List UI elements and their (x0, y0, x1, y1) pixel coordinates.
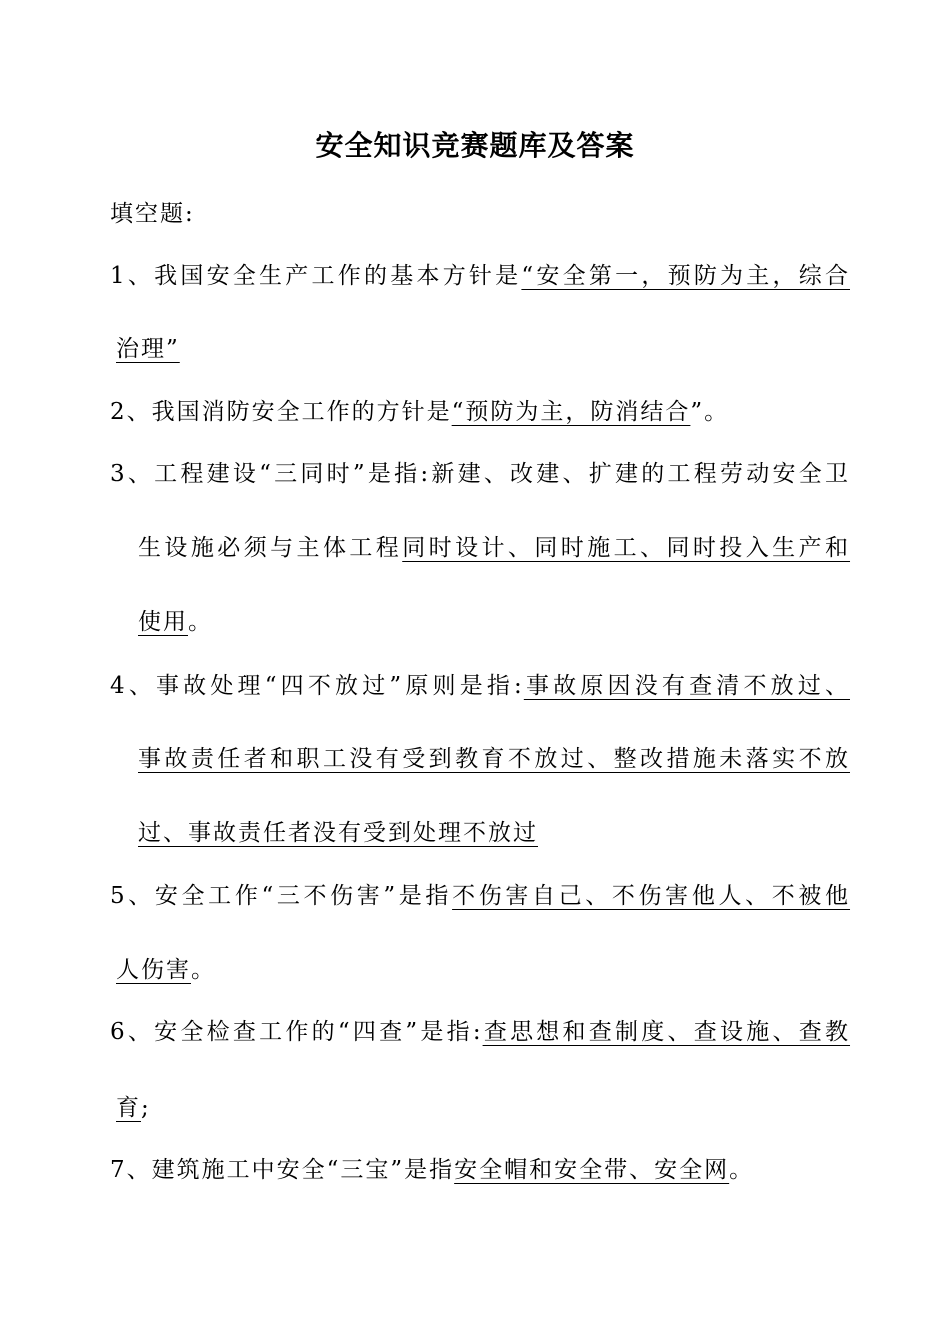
question-4-answer-line-3: 过、事故责任者没有受到处理不放过 (138, 820, 538, 846)
question-6-answer-line-2: 育 (116, 1095, 141, 1121)
question-3-line-2-prefix: 生设施必须与主体工程 (138, 535, 403, 561)
question-4-line-3 (138, 815, 850, 851)
question-3-line-2 (138, 530, 850, 566)
question-6-line-1 (110, 1014, 850, 1050)
question-3-line-3-answer: 使用 (138, 609, 188, 635)
section-label: 填空题: (110, 201, 195, 227)
question-6-prefix: 6、安全检查工作的“四查”是指: (110, 1019, 483, 1045)
question-3-line-3 (138, 604, 850, 640)
question-4-line-1 (110, 668, 850, 704)
question-3-line-3-suffix: 。 (188, 609, 213, 635)
question-2-answer: “预防为主，防消结合 (451, 399, 691, 425)
question-4-prefix: 4、事故处理“四不放过”原则是指: (110, 673, 524, 699)
question-1-answer-part-2: 治理” (116, 336, 180, 362)
question-5-answer-line-1: 不伤害自己、不伤害他人、不被他 (452, 883, 851, 909)
question-6-answer-line-1: 查思想和查制度、查设施、查教 (482, 1019, 851, 1045)
question-6-line-2 (116, 1090, 856, 1126)
question-4-line-2 (138, 741, 850, 777)
question-2-prefix: 2、我国消防安全工作的方针是 (110, 399, 452, 425)
question-3-line-1: 3、工程建设“三同时”是指:新建、改建、扩建的工程劳动安全卫 (110, 461, 850, 487)
question-5-prefix: 5、安全工作“三不伤害”是指 (110, 883, 453, 909)
question-1-line-2 (116, 331, 856, 367)
question-4-answer-line-2: 事故责任者和职工没有受到教育不放过、整改措施未落实不放 (138, 746, 850, 772)
question-7-line (110, 1152, 850, 1188)
question-1-prefix: 1、我国安全生产工作的基本方针是 (110, 263, 522, 289)
question-7-suffix: 。 (729, 1157, 755, 1183)
question-7-answer: 安全帽和安全带、安全网 (454, 1157, 730, 1183)
question-5-line-1 (110, 878, 850, 914)
question-7-prefix: 7、建筑施工中安全“三宝”是指 (110, 1157, 455, 1183)
question-5-answer-line-2: 人伤害 (116, 957, 191, 983)
question-2-suffix: ”。 (690, 399, 730, 425)
question-6-suffix: ; (141, 1095, 151, 1121)
question-4-answer-line-1: 事故原因没有查清不放过、 (523, 673, 850, 699)
question-1-answer-part-1: “安全第一，预防为主，综合 (521, 263, 850, 289)
question-3-line-2-answer: 同时设计、同时施工、同时投入生产和 (402, 535, 851, 561)
document-title: 安全知识竞赛题库及答案 (315, 129, 635, 162)
question-5-line-2 (116, 952, 856, 988)
question-2-line (110, 394, 850, 430)
question-5-suffix: 。 (191, 957, 216, 983)
question-1-line-1 (110, 258, 850, 294)
